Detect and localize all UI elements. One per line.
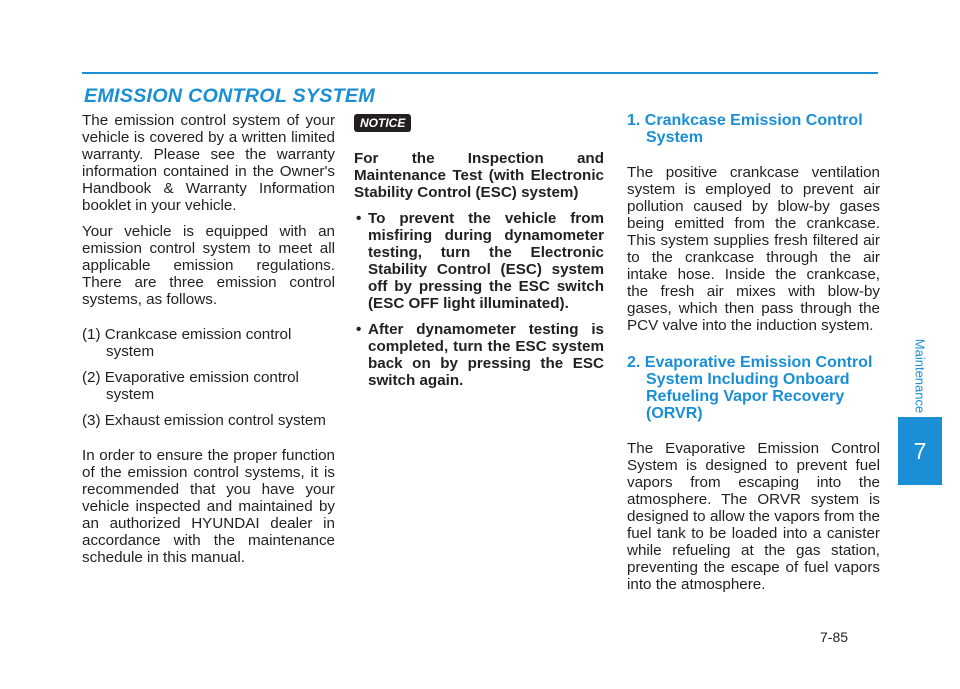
column-1 — [82, 112, 335, 566]
maintenance-paragraph: In order to ensure the proper function of the emission control systems, it is recommended that you have your vehicle inspected and maintained by an authorized HYUNDAI dealer in accordance with the maintenance schedule in this manual. — [82, 447, 335, 566]
notice-bullet: • To prevent the vehicle from misfiring during dynamometer testing, turn the Electronic Stability Control (ESC) system off by pressing the ESC switch (ESC OFF light illuminated). — [354, 210, 604, 312]
list-item-exhaust: (3) Exhaust emission control system — [82, 412, 326, 429]
evaporative-paragraph: The Evaporative Emission Control System is designed to prevent fuel vapors from escaping into the atmosphere. The ORVR system is designed to allow the vapors from the fuel tank to be loaded into a canister while refueling at the gas station, preventing the escape of fuel vapors into the atmosphere. — [627, 440, 880, 593]
notice-badge: NOTICE — [354, 114, 411, 132]
section-title: EMISSION CONTROL SYSTEM — [84, 86, 375, 107]
chapter-label: Maintenance — [912, 338, 928, 414]
notice-bullet: • After dynamometer testing is completed, turn the ESC system back on by pressing the ESC switch again. — [354, 321, 604, 389]
heading-evaporative: 2. Evaporative Emission Control System Including Onboard Refueling Vapor Recovery (ORVR) — [627, 354, 873, 422]
systems-paragraph: Your vehicle is equipped with an emission control system to meet all applicable emission regulations. There are three emission control systems, as follows. — [82, 223, 335, 308]
list-item-evaporative: (2) Evaporative emission control system — [82, 369, 299, 403]
list-item-crankcase: (1) Crankcase emission control system — [82, 326, 292, 360]
heading-crankcase: 1. Crankcase Emission Control System — [627, 112, 863, 146]
notice-heading: For the Inspection and Maintenance Test (with Electronic Stability Control (ESC) system) — [354, 150, 604, 201]
intro-paragraph: The emission control system of your vehicle is covered by a written limited warranty. Please see the warranty information contained in the Owner's Handbook & Warranty Information booklet in your vehicle. — [82, 112, 335, 214]
column-3 — [627, 112, 880, 593]
page-number: 7-85 — [820, 629, 849, 645]
column-2 — [354, 112, 604, 389]
chapter-tab: 7 — [898, 417, 942, 485]
header-rule — [82, 72, 878, 74]
crankcase-paragraph: The positive crankcase ventilation system is employed to prevent air pollution caused by blow-by gases being emitted from the crankcase. This system supplies fresh filtered air to the crankcase through the air intake hose. Inside the crankcase, the fresh air mixes with blow-by gases, which then pass through the PCV valve into the induction system. — [627, 164, 880, 334]
